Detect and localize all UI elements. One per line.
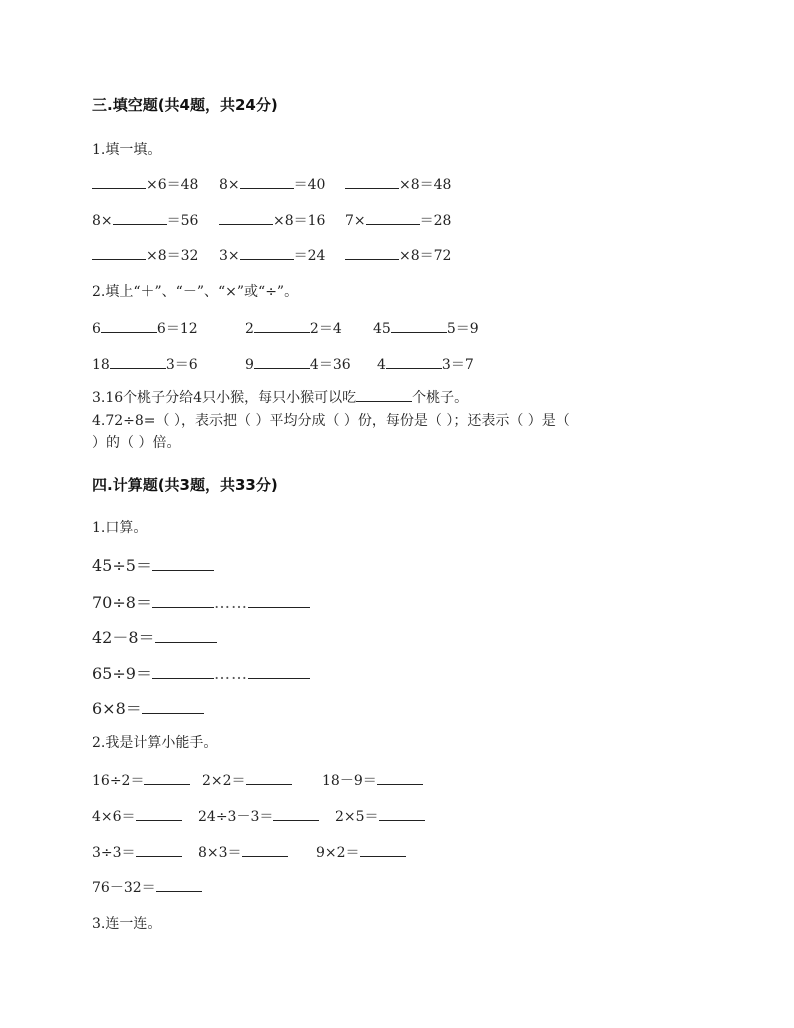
mental-math-item: 6×8＝ bbox=[92, 696, 204, 719]
calc-cell: 4×6＝ bbox=[92, 806, 198, 826]
operator-row-2 bbox=[92, 354, 474, 374]
fill-row-3 bbox=[92, 245, 451, 265]
calc-cell: 8×3＝ bbox=[198, 842, 316, 862]
fill-row-2 bbox=[92, 210, 451, 230]
operator-cell: 4 3＝7 bbox=[377, 357, 474, 373]
fill-cell: ×8＝16 bbox=[219, 210, 345, 230]
remainder-dots: …… bbox=[213, 593, 248, 612]
calc-cell: 2×2＝ bbox=[202, 770, 322, 790]
remainder-blank[interactable] bbox=[248, 666, 310, 679]
answer-blank[interactable] bbox=[155, 630, 217, 643]
operator-cell: 2 2＝4 bbox=[245, 321, 342, 337]
answer-blank[interactable] bbox=[345, 247, 399, 260]
operator-cell: 45 5＝9 bbox=[373, 321, 479, 337]
fill-cell: 8× ＝56 bbox=[92, 213, 199, 229]
calc-cell: 9×2＝ bbox=[316, 842, 406, 862]
q3-1-prompt: 1.填一填。 bbox=[92, 142, 162, 158]
remainder-blank[interactable] bbox=[248, 595, 310, 608]
operator-blank[interactable] bbox=[386, 356, 442, 369]
q4-1-prompt: 1.口算。 bbox=[92, 520, 148, 536]
quotient-blank[interactable] bbox=[152, 666, 214, 679]
fill-cell: 8× ＝40 bbox=[219, 177, 326, 193]
answer-blank[interactable] bbox=[156, 879, 202, 892]
calc-row-1 bbox=[92, 770, 423, 790]
calc-row-2 bbox=[92, 806, 425, 826]
q3-2-prompt: 2.填上“＋”、“－”、“×”或“÷”。 bbox=[92, 284, 299, 300]
answer-blank[interactable] bbox=[136, 844, 182, 857]
operator-blank[interactable] bbox=[110, 356, 166, 369]
q3-4-line-2: ）的（ ）倍。 bbox=[92, 435, 181, 451]
operator-cell: 6 6＝12 bbox=[92, 321, 198, 337]
operator-blank[interactable] bbox=[101, 320, 157, 333]
q4-2-prompt: 2.我是计算小能手。 bbox=[92, 735, 218, 751]
q3-4-line-1: 4.72÷8=（ ），表示把（ ）平均分成（ ）份，每份是（ ）；还表示（ ）是（ bbox=[92, 413, 570, 429]
answer-blank[interactable] bbox=[92, 176, 146, 189]
fill-cell: ×8＝72 bbox=[345, 245, 451, 265]
answer-blank[interactable] bbox=[360, 844, 406, 857]
operator-blank[interactable] bbox=[254, 356, 310, 369]
answer-blank[interactable] bbox=[219, 212, 273, 225]
operator-cell: 18 3＝6 bbox=[92, 357, 198, 373]
answer-blank[interactable] bbox=[366, 212, 420, 225]
answer-blank[interactable] bbox=[152, 558, 214, 571]
calc-cell: 2×5＝ bbox=[335, 806, 425, 826]
remainder-dots: …… bbox=[213, 664, 248, 683]
calc-cell: 24÷3－3＝ bbox=[198, 806, 335, 826]
calc-row-3 bbox=[92, 842, 406, 862]
mental-math-item: 70÷8＝ …… bbox=[92, 590, 310, 613]
fill-cell: ×8＝32 bbox=[92, 245, 219, 265]
mental-math-item: 42－8＝ bbox=[92, 625, 217, 648]
operator-blank[interactable] bbox=[391, 320, 447, 333]
answer-blank[interactable] bbox=[377, 772, 423, 785]
answer-blank[interactable] bbox=[113, 212, 167, 225]
quotient-blank[interactable] bbox=[152, 595, 214, 608]
answer-blank[interactable] bbox=[240, 176, 294, 189]
calc-cell: 76－32＝ bbox=[92, 877, 202, 897]
calc-cell: 3÷3＝ bbox=[92, 842, 198, 862]
operator-row-1 bbox=[92, 318, 479, 338]
mental-math-item: 45÷5＝ bbox=[92, 553, 214, 576]
section-4-title: 四.计算题(共3题，共33分) bbox=[92, 476, 278, 494]
fill-cell: ×6＝48 bbox=[92, 174, 219, 194]
fill-cell: 7× ＝28 bbox=[345, 213, 452, 229]
answer-blank[interactable] bbox=[242, 844, 288, 857]
answer-blank[interactable] bbox=[92, 247, 146, 260]
mental-math-item: 65÷9＝ …… bbox=[92, 661, 310, 684]
calc-row-4 bbox=[92, 877, 202, 897]
fill-cell: 3× ＝24 bbox=[219, 248, 326, 264]
answer-blank[interactable] bbox=[345, 176, 399, 189]
fill-cell: ×8＝48 bbox=[345, 174, 451, 194]
answer-blank[interactable] bbox=[356, 389, 412, 402]
q4-3-prompt: 3.连一连。 bbox=[92, 916, 162, 932]
calc-cell: 18－9＝ bbox=[322, 770, 423, 790]
answer-blank[interactable] bbox=[142, 701, 204, 714]
calc-cell: 16÷2＝ bbox=[92, 770, 202, 790]
fill-row-1 bbox=[92, 174, 451, 194]
answer-blank[interactable] bbox=[144, 772, 190, 785]
answer-blank[interactable] bbox=[240, 247, 294, 260]
operator-cell: 9 4＝36 bbox=[245, 357, 351, 373]
operator-blank[interactable] bbox=[254, 320, 310, 333]
answer-blank[interactable] bbox=[136, 808, 182, 821]
answer-blank[interactable] bbox=[379, 808, 425, 821]
q3-3: 3.16个桃子分给4只小猴，每只小猴可以吃 个桃子。 bbox=[92, 390, 469, 406]
section-3-title: 三.填空题(共4题，共24分) bbox=[92, 96, 278, 114]
answer-blank[interactable] bbox=[246, 772, 292, 785]
answer-blank[interactable] bbox=[273, 808, 319, 821]
